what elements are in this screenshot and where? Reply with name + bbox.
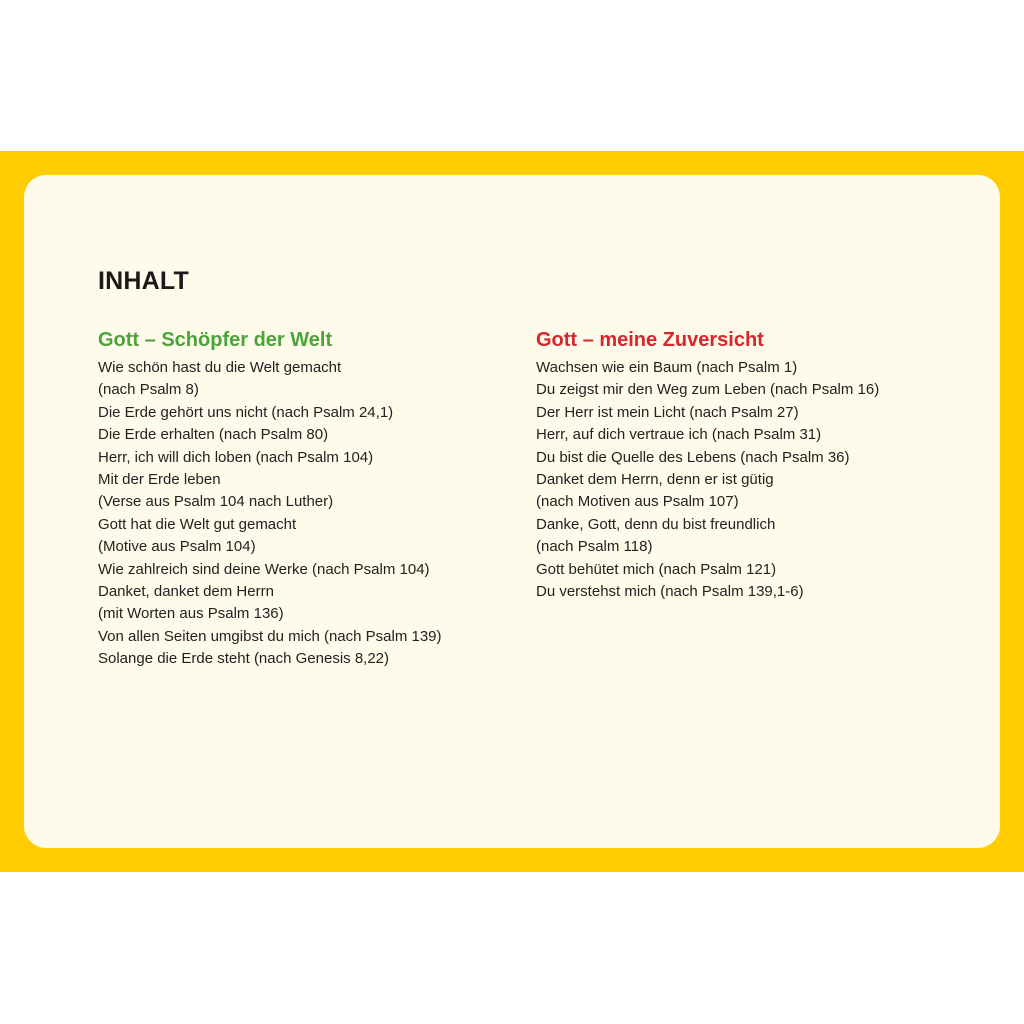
list-item: Danket dem Herrn, denn er ist gütig: [536, 471, 774, 489]
list-item: (mit Worten aus Psalm 136): [98, 605, 284, 623]
yellow-border-band: [0, 151, 1024, 872]
list-item: Die Erde erhalten (nach Psalm 80): [98, 426, 329, 444]
list-item: (Motive aus Psalm 104): [98, 538, 256, 556]
list-item: Danket, danket dem Herrn: [98, 583, 274, 601]
list-item: Wie zahlreich sind deine Werke (nach Psalm 104): [98, 560, 430, 578]
list-item: Die Erde gehört uns nicht (nach Psalm 24,1): [98, 403, 394, 421]
list-item: Herr, ich will dich loben (nach Psalm 104): [98, 448, 374, 466]
content-card: [24, 175, 1000, 848]
list-item: Du bist die Quelle des Lebens (nach Psalm 36): [536, 448, 850, 466]
page-title: INHALT: [98, 267, 189, 295]
list-item: Mit der Erde leben: [98, 471, 221, 489]
section-schoepfer: [98, 327, 518, 671]
list-item: (Verse aus Psalm 104 nach Luther): [98, 493, 334, 511]
list-item: Wachsen wie ein Baum (nach Psalm 1): [536, 359, 798, 376]
list-item: Gott behütet mich (nach Psalm 121): [536, 560, 777, 578]
section-zuversicht: [536, 327, 956, 603]
list-item: Du zeigst mir den Weg zum Leben (nach Psalm 16): [536, 381, 880, 399]
entry-list-schoepfer: [98, 357, 518, 671]
list-item: Solange die Erde steht (nach Genesis 8,22): [98, 650, 390, 668]
section-heading-schoepfer: Gott – Schöpfer der Welt: [98, 329, 333, 351]
entry-list-zuversicht: [536, 357, 956, 603]
list-item: (nach Psalm 8): [98, 381, 199, 399]
list-item: Herr, auf dich vertraue ich (nach Psalm 31): [536, 426, 822, 444]
list-item: Danke, Gott, denn du bist freundlich: [536, 515, 776, 533]
list-item: Wie schön hast du die Welt gemacht: [98, 359, 342, 376]
list-item: Du verstehst mich (nach Psalm 139,1-6): [536, 583, 804, 601]
section-heading-zuversicht: Gott – meine Zuversicht: [536, 329, 764, 351]
list-item: Der Herr ist mein Licht (nach Psalm 27): [536, 403, 799, 421]
list-item: (nach Psalm 118): [536, 538, 653, 556]
list-item: Von allen Seiten umgibst du mich (nach Psalm 139): [98, 627, 442, 645]
list-item: (nach Motiven aus Psalm 107): [536, 493, 739, 511]
list-item: Gott hat die Welt gut gemacht: [98, 515, 297, 533]
